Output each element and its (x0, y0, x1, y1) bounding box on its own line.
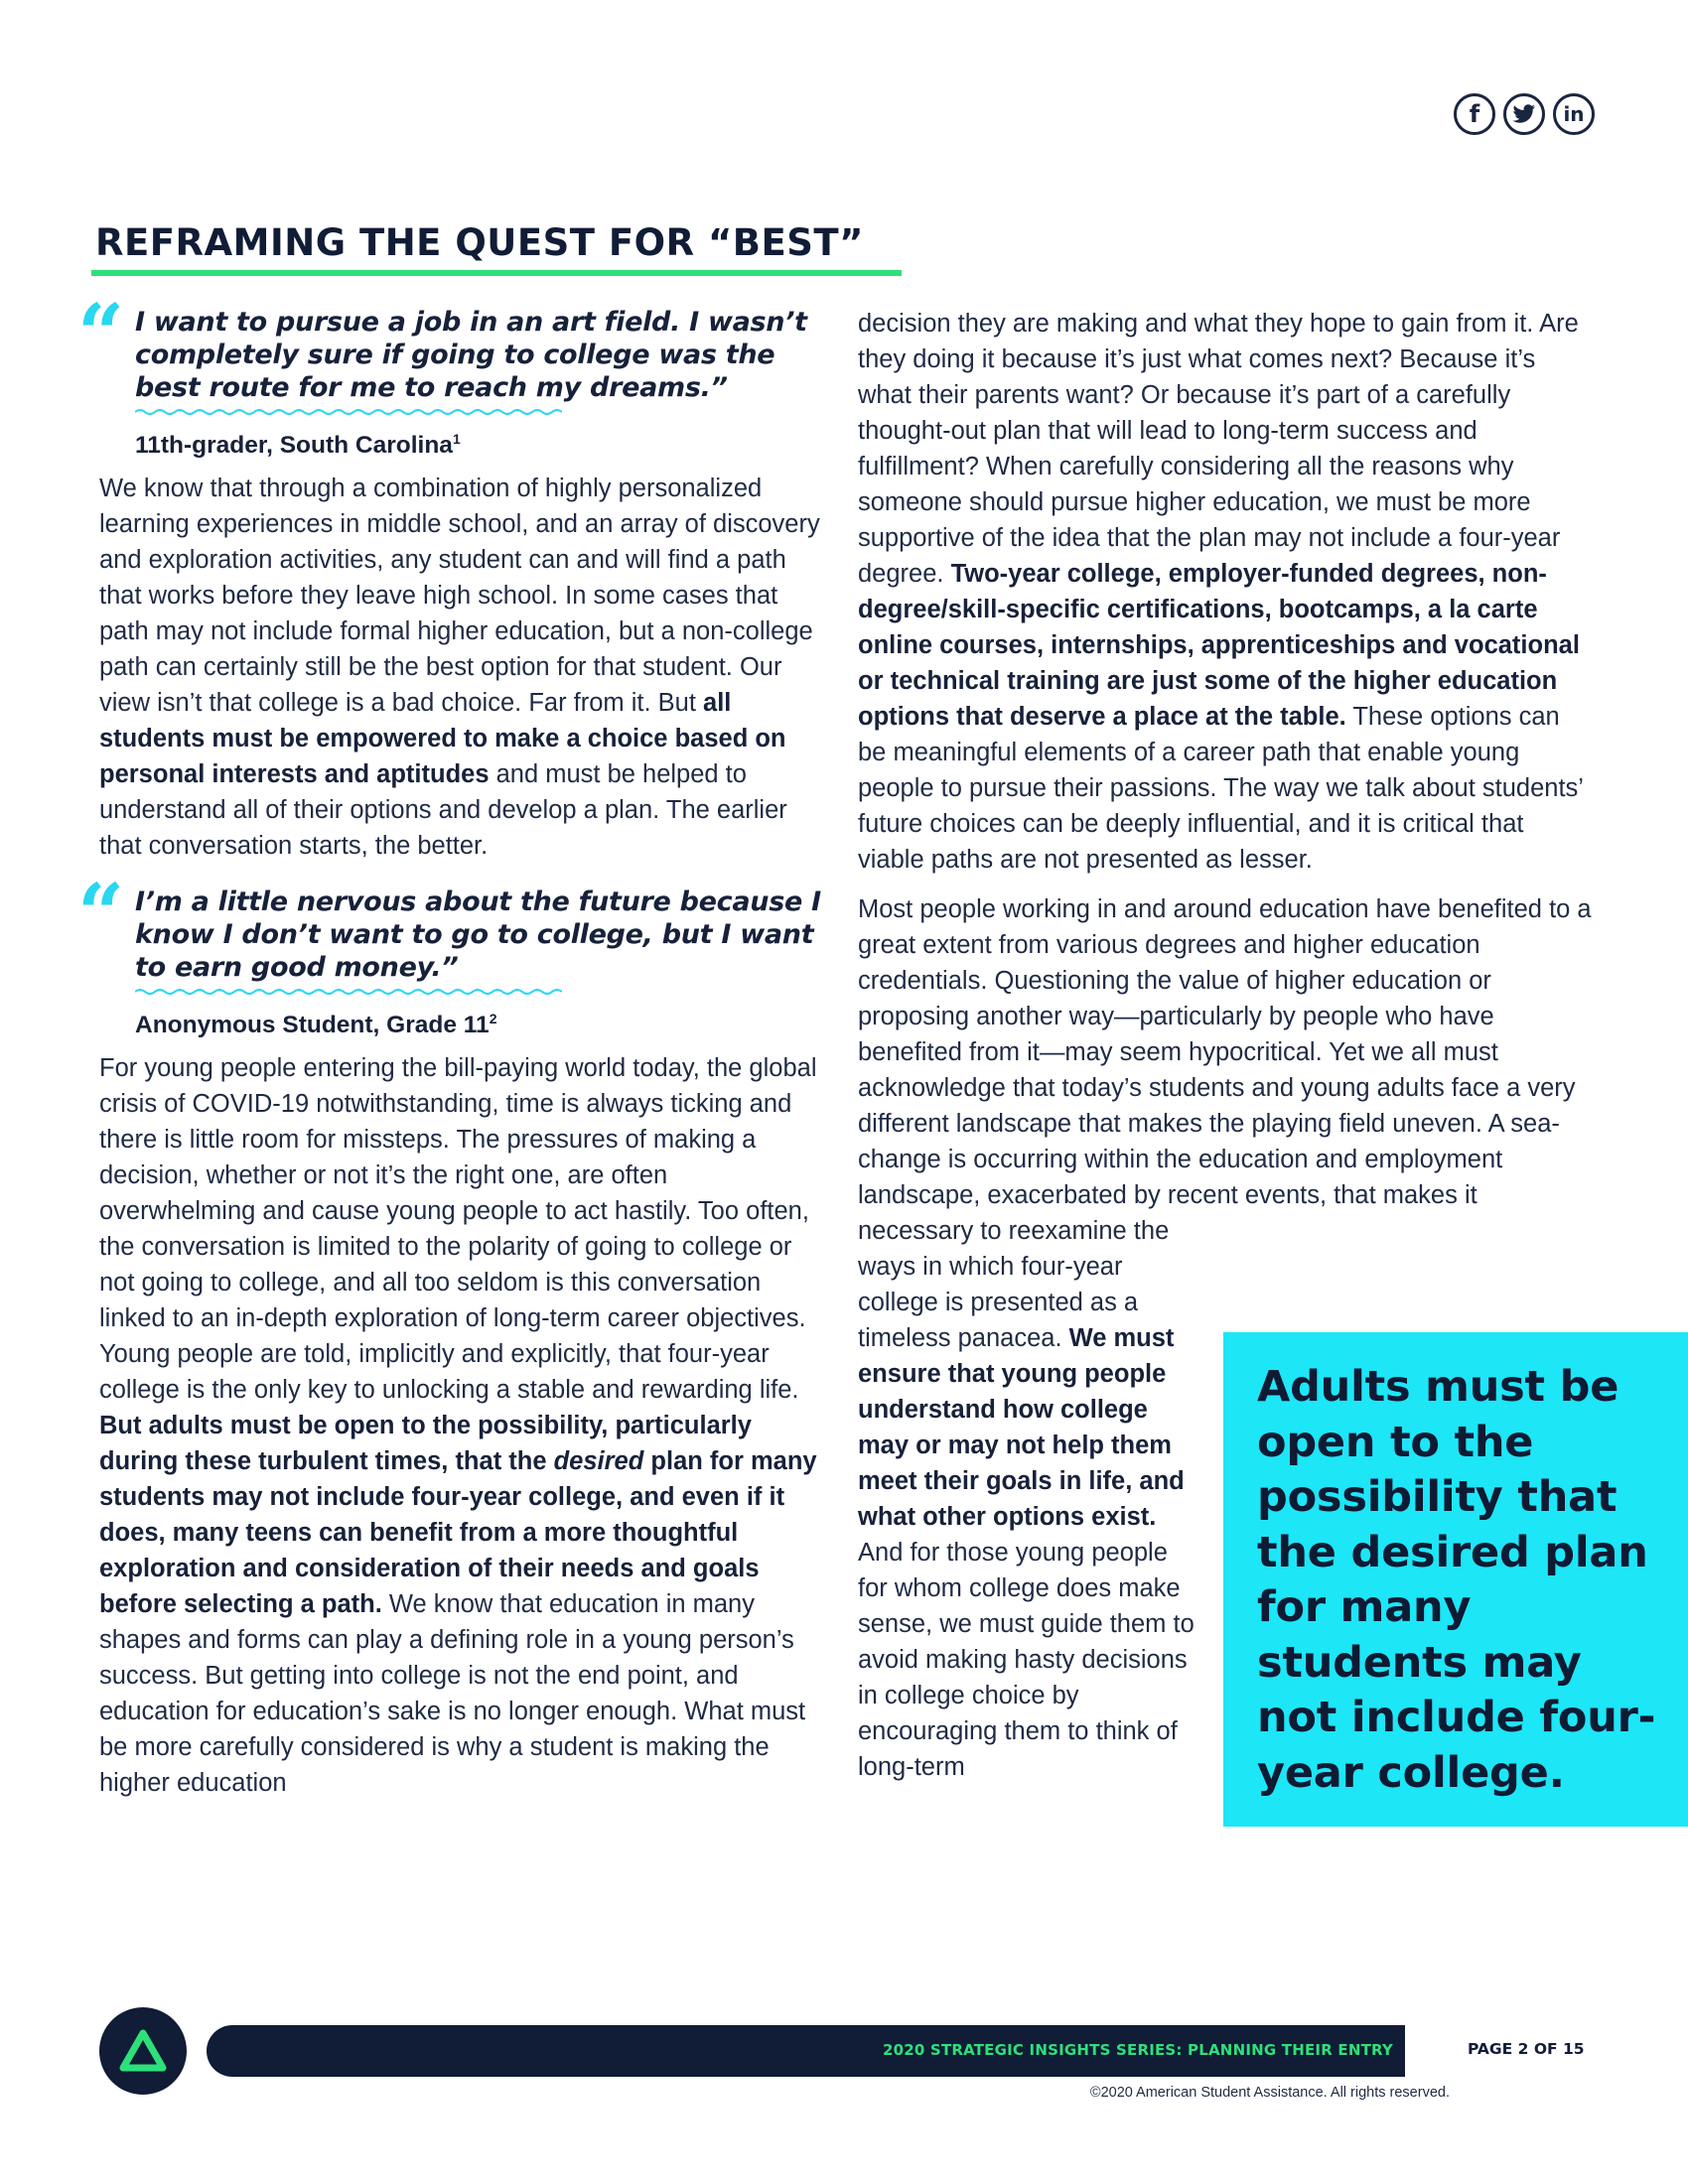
quote-mark-icon: “ (77, 867, 125, 963)
series-title: 2020 STRATEGIC INSIGHTS SERIES: PLANNING THEIR ENTRY (882, 2041, 1393, 2059)
paragraph-intro: We know that through a combination of highly personalized learning experiences in middle school, and an array of discovery and exploration activities, any student can and will find a path that works before they leave high school. In some cases that path may not include formal higher education, but a non-college path can certainly still be the best option for that student. Our view isn’t that college is a bad choice. Far from it. But all students must be empowered to make a choice based on personal interests and aptitudes and must be helped to understand all of their options and develop a plan. The earlier that conversation starts, the better. (99, 475, 820, 861)
wavy-underline (135, 988, 562, 996)
quote-attribution: Anonymous Student, Grade $11^2$ (135, 1011, 497, 1039)
facebook-icon[interactable]: f (1454, 93, 1495, 135)
paragraph-panacea: ways in which four-year college is presented as a timeless panacea. We must ensure that young people understand how college may or may not help them meet their goals in life, and what other options exist. And for those young people for whom college does make sense, we must guide them to avoid making hasty decisions in college choice by encouraging them to think of long-term (858, 1253, 1195, 1781)
pull-quote-2 (77, 867, 824, 1042)
wavy-underline (135, 408, 562, 416)
linkedin-icon[interactable]: in (1553, 93, 1595, 135)
footer-bar (207, 2025, 1405, 2077)
copyright: ©2020 American Student Assistance. All rights reserved. (1089, 2085, 1450, 2101)
left-column (77, 287, 824, 1801)
footnote-ref: 1 (452, 431, 461, 447)
paragraph-decision: decision they are making and what they hope to gain from it. Are they doing it because it’s just what comes next? Because it’s what their parents want? Or because it’s part of a carefully thought-out plan that will lead to long-term success and fulfillment? When carefully considering all the reasons why someone should pursue higher education, we must be more supportive of the idea that the plan may not include a four-year degree. Two-year college, employer-funded degrees, non-degree/skill-specific certifications, bootcamps, a la carte online courses, internships, apprenticeships and vocational or technical training are just some of the higher education options that deserve a place at the table. These options can be meaningful elements of a career path that enable young people to pursue their passions. The way we talk about students’ future choices can be deeply influential, and it is critical that viable paths are not presented as lesser. (858, 310, 1584, 874)
asa-logo (99, 2007, 187, 2095)
callout-box: Adults must be open to the possibility that the desired plan for many students may not include four-year college. (1223, 1332, 1688, 1827)
twitter-bird-shape (1512, 104, 1536, 124)
social-links (1454, 93, 1595, 135)
twitter-icon[interactable] (1503, 93, 1545, 135)
paragraph-covid: For young people entering the bill-paying world today, the global crisis of COVID-19 notwithstanding, time is always ticking and there is little room for missteps. The pressures of making a decision, whether or not it’s the right one, are often overwhelming and cause young people to act hastily. Too often, the conversation is limited to the polarity of going to college or not going to college, and all too seldom is this conversation linked to an in-depth exploration of long-term career objectives. Young people are told, implicitly and explicitly, that four-year college is the only key to unlocking a stable and rewarding life. But adults must be open to the possibility, particularly during these turbulent times, that the desired plan for many students may not include four-year college, and even if it does, many teens can benefit from a more thoughtful exploration and consideration of their needs and goals before selecting a path. We know that education in many shapes and forms can play a defining role in a young person’s success. But getting into college is not the end point, and education for education’s sake is no longer enough. What must be more carefully considered is why a student is making the higher education (99, 1054, 817, 1798)
page-number: PAGE 2 OF 15 (1468, 2040, 1585, 2058)
quote-text: I want to pursue a job in an art field. I wasn’t completely sure if going to college was the best route for me to reach my dreams.” (135, 307, 807, 403)
quote-mark-icon: “ (77, 287, 125, 382)
pull-quote-1 (77, 287, 824, 463)
quote-text: I’m a little nervous about the future because I know I don’t want to go to college, but I want to earn good money.” (135, 887, 821, 984)
quote-attribution: 11th-grader, South Carolina$^1$ (135, 431, 461, 460)
paragraph-benefited: Most people working in and around education have benefited to a great extent from various degrees and higher education credentials. Questioning the value of higher education or proposing another way—particularly by people who have benefited from it—may seem hypocritical. Yet we all must acknowledge that today’s students and young adults face a very different landscape that makes the playing field uneven. A sea-change is occurring within the education and employment landscape, exacerbated by recent events, that makes it necessary to reexamine the (858, 895, 1592, 1245)
triangle-logo-icon (118, 2028, 168, 2074)
footnote-ref: 2 (489, 1011, 497, 1027)
page-title: REFRAMING THE QUEST FOR “BEST” (95, 221, 864, 264)
title-underline (91, 270, 902, 276)
